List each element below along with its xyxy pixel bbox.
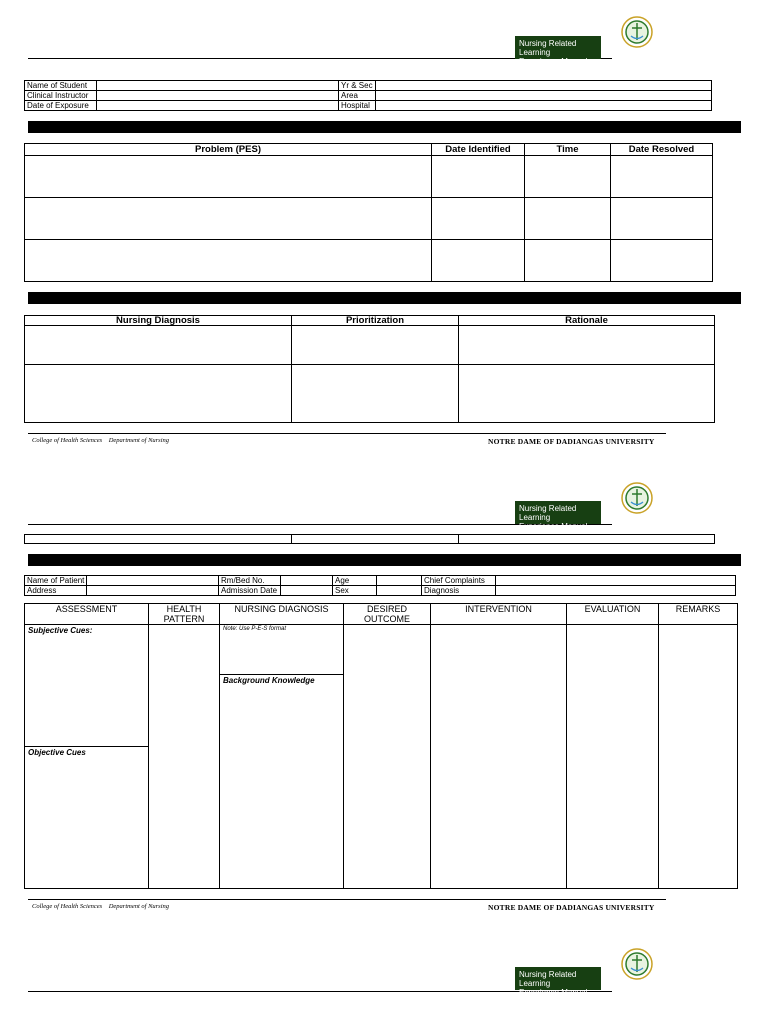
health-pattern-header: HEALTH PATTERN (149, 604, 220, 625)
table-row (25, 365, 715, 423)
table-row (25, 198, 713, 240)
university-seal-icon (621, 482, 653, 514)
problem-cell[interactable] (25, 198, 432, 240)
remarks-cell[interactable] (659, 625, 738, 889)
date-resolved-header: Date Resolved (611, 144, 713, 156)
table-row (25, 81, 712, 91)
rationale-cell[interactable] (459, 326, 715, 365)
evaluation-cell[interactable] (567, 625, 659, 889)
intervention-cell[interactable] (431, 625, 567, 889)
table-row (25, 576, 736, 586)
diagnosis-table (24, 315, 715, 423)
manual-badge (515, 967, 601, 997)
diagnosis-cell[interactable] (25, 326, 292, 365)
time-cell[interactable] (525, 198, 611, 240)
section-bar (28, 121, 741, 133)
problems-table (24, 143, 713, 282)
yr-sec-field[interactable] (376, 81, 712, 91)
date-resolved-cell[interactable] (611, 156, 713, 198)
badge-line-2: Experience Manual (519, 522, 588, 531)
nursing-diagnosis-cell[interactable] (220, 625, 344, 889)
table-header-row (25, 144, 713, 156)
date-identified-cell[interactable] (432, 240, 525, 282)
diagnosis-label: Diagnosis (422, 586, 496, 596)
date-identified-cell[interactable] (432, 198, 525, 240)
age-field[interactable] (377, 576, 422, 586)
remarks-header: REMARKS (659, 604, 738, 625)
time-cell[interactable] (525, 156, 611, 198)
continuation-table (24, 534, 715, 544)
badge-line-2: Experience Manual (519, 57, 588, 66)
date-resolved-cell[interactable] (611, 240, 713, 282)
assessment-cell[interactable] (25, 625, 149, 889)
manual-badge (515, 36, 601, 66)
table-row (25, 91, 712, 101)
admission-date-label: Admission Date (219, 586, 281, 596)
student-info-table (24, 80, 712, 111)
intervention-header: INTERVENTION (431, 604, 567, 625)
date-of-exposure-field[interactable] (97, 101, 339, 111)
time-header: Time (525, 144, 611, 156)
time-cell[interactable] (525, 240, 611, 282)
health-pattern-cell[interactable] (149, 625, 220, 889)
nursing-diagnosis-header: Nursing Diagnosis (25, 316, 292, 326)
patient-name-field[interactable] (87, 576, 219, 586)
university-seal-icon (621, 16, 653, 48)
admission-date-field[interactable] (281, 586, 333, 596)
table-header-row (25, 604, 738, 625)
prioritization-cell[interactable] (292, 535, 459, 544)
assessment-header: ASSESSMENT (25, 604, 149, 625)
room-label: Rm/Bed No. (219, 576, 281, 586)
diagnosis-cell[interactable] (25, 535, 292, 544)
objective-cues-label: Objective Cues (28, 748, 86, 757)
table-row (25, 586, 736, 596)
chief-complaints-field[interactable] (496, 576, 736, 586)
sex-field[interactable] (377, 586, 422, 596)
problem-pes-header: Problem (PES) (25, 144, 432, 156)
room-field[interactable] (281, 576, 333, 586)
date-resolved-cell[interactable] (611, 198, 713, 240)
rationale-cell[interactable] (459, 535, 715, 544)
subjective-cues-label: Subjective Cues: (28, 626, 93, 635)
table-row (25, 240, 713, 282)
footer-university: NOTRE DAME OF DADIANGAS UNIVERSITY (488, 903, 655, 912)
student-name-field[interactable] (97, 81, 339, 91)
problem-cell[interactable] (25, 240, 432, 282)
background-knowledge-label: Background Knowledge (223, 676, 315, 685)
prioritization-cell[interactable] (292, 365, 459, 423)
address-label: Address (25, 586, 87, 596)
table-row (25, 156, 713, 198)
badge-line-1: Nursing Related Learning (519, 39, 577, 57)
date-identified-cell[interactable] (432, 156, 525, 198)
footer-rule (28, 899, 666, 900)
diagnosis-field[interactable] (496, 586, 736, 596)
badge-line-1: Nursing Related Learning (519, 504, 577, 522)
problem-cell[interactable] (25, 156, 432, 198)
clinical-instructor-field[interactable] (97, 91, 339, 101)
hospital-field[interactable] (376, 101, 712, 111)
nursing-diagnosis-header: NURSING DIAGNOSIS (220, 604, 344, 625)
pes-format-note: Note: Use P-E-S format (223, 626, 287, 632)
badge-line-1: Nursing Related Learning (519, 970, 577, 988)
area-field[interactable] (376, 91, 712, 101)
age-label: Age (333, 576, 377, 586)
date-of-exposure-label: Date of Exposure (25, 101, 97, 111)
table-row (25, 535, 715, 544)
objective-divider (25, 746, 148, 747)
footer-department: College of Health Sciences Department of Nursing (32, 903, 170, 910)
table-row (25, 625, 738, 889)
patient-name-label: Name of Patient (25, 576, 87, 586)
badge-line-2: Experience Manual (519, 988, 588, 997)
section-bar (28, 554, 741, 566)
prioritization-header: Prioritization (292, 316, 459, 326)
hospital-label: Hospital (339, 101, 376, 111)
date-identified-header: Date Identified (432, 144, 525, 156)
footer-university: NOTRE DAME OF DADIANGAS UNIVERSITY (488, 437, 655, 446)
prioritization-cell[interactable] (292, 326, 459, 365)
chief-complaints-label: Chief Complaints (422, 576, 496, 586)
table-row (25, 101, 712, 111)
footer-department: College of Health Sciences Department of Nursing (32, 437, 170, 444)
university-seal-icon (621, 948, 653, 980)
rationale-header: Rationale (459, 316, 715, 326)
desired-outcome-cell[interactable] (344, 625, 431, 889)
table-header-row (25, 316, 715, 326)
patient-info-table (24, 575, 736, 596)
clinical-instructor-label: Clinical Instructor (25, 91, 97, 101)
table-row (25, 326, 715, 365)
desired-outcome-header: DESIRED OUTCOME (344, 604, 431, 625)
rationale-cell[interactable] (459, 365, 715, 423)
area-label: Area (339, 91, 376, 101)
address-field[interactable] (87, 586, 219, 596)
student-name-label: Name of Student (25, 81, 97, 91)
yr-sec-label: Yr & Sec (339, 81, 376, 91)
section-bar (28, 292, 741, 304)
footer-rule (28, 433, 666, 434)
manual-badge (515, 501, 601, 531)
nursing-care-plan-table (24, 603, 738, 889)
diagnosis-cell[interactable] (25, 365, 292, 423)
evaluation-header: EVALUATION (567, 604, 659, 625)
sex-label: Sex (333, 586, 377, 596)
background-divider (220, 674, 343, 675)
